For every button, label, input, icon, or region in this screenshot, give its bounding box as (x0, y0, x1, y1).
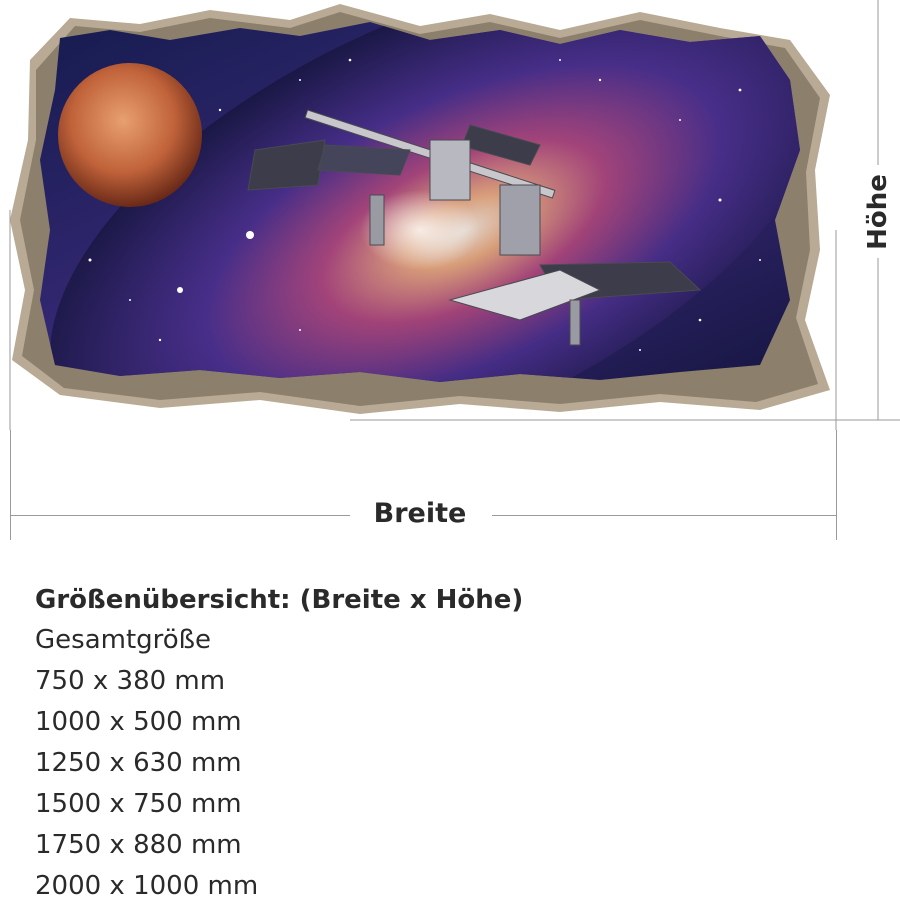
size-overview-heading: Größenübersicht: (Breite x Höhe) (35, 585, 524, 615)
height-label: Höhe (863, 174, 893, 250)
width-dimension-tick-left (10, 430, 11, 540)
width-dimension-line-right (492, 515, 836, 516)
size-option: 1250 x 630 mm (35, 748, 242, 778)
width-dimension-line-left (10, 515, 350, 516)
size-option: 750 x 380 mm (35, 666, 226, 696)
size-list-subheading: Gesamtgröße (35, 625, 212, 655)
size-option: 1750 x 880 mm (35, 830, 242, 860)
planet (58, 63, 202, 207)
size-list (35, 620, 258, 907)
product-image (0, 0, 900, 430)
size-option: 2000 x 1000 mm (35, 871, 259, 901)
size-option: 1000 x 500 mm (35, 707, 242, 737)
width-label: Breite (373, 498, 467, 529)
size-option: 1500 x 750 mm (35, 789, 242, 819)
width-dimension-tick-right (836, 430, 837, 540)
